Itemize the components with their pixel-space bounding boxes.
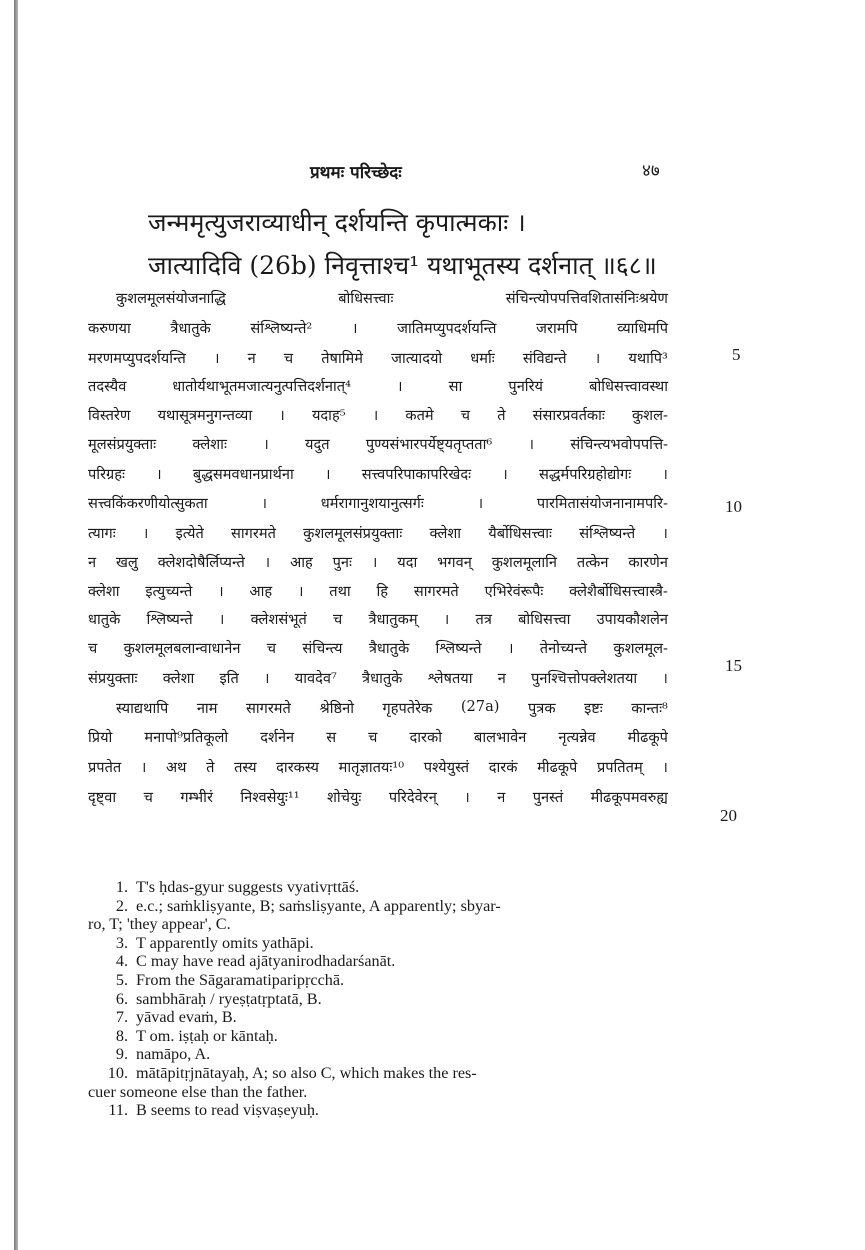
prose-word: न (247, 350, 256, 367)
prose-word: परिदेवेरन् (388, 789, 437, 806)
prose-word: क्लेशा (429, 525, 462, 542)
footnote-text: C may have read ajātyanirodhadarśanāt. (136, 952, 396, 971)
footnote-number: 4. (115, 952, 128, 971)
page-spine-edge (14, 0, 18, 1250)
prose-word: कुशलमूलानि (491, 554, 558, 571)
prose-word: । (218, 583, 224, 600)
prose-word: जात्यादयो (391, 350, 443, 367)
prose-word: धातोर्यथाभूतमजात्यनुत्पत्तिदर्शनात्⁴ (172, 378, 351, 395)
prose-word: ते (497, 407, 506, 424)
prose-word: च (143, 789, 153, 806)
prose-word: त्रैधातुके (368, 640, 410, 657)
prose-word: जातिमप्युपदर्शयन्ति (397, 320, 497, 337)
prose-word: तेनोच्यन्ते (539, 640, 588, 657)
footnote-number: 3. (115, 933, 128, 952)
prose-word: प्रपतितम् (596, 759, 643, 776)
line-number-10: 10 (725, 497, 742, 516)
verse-line-2: जात्यादिवि (26b) निवृत्ताश्च¹ यथाभूतस्य दर्शनात् ॥६८॥ (148, 251, 657, 280)
prose-word: च (368, 729, 378, 746)
footnote (88, 1008, 668, 1027)
prose-line (88, 434, 668, 454)
line-number-15: 15 (725, 656, 742, 675)
prose-word: । (324, 466, 331, 483)
verse-line-1: जन्ममृत्युजराव्याधीन् दर्शयन्ति कृपात्मकाः । (148, 208, 526, 237)
prose-word: कुशलमूल- (613, 640, 668, 657)
prose-word: मीढकूपे (537, 759, 578, 776)
prose-word: तदस्यैव (88, 378, 127, 395)
prose-word: व्याधिमपि (617, 320, 668, 337)
prose-line (88, 668, 668, 688)
prose-word: प्रपतेत (88, 759, 122, 776)
footnote (88, 971, 668, 990)
prose-word: कुशलमूलबलान्वाधानेन (123, 640, 241, 657)
prose-word: । (507, 640, 514, 657)
prose-word: कुशलमूलसंयोजनाद्धि (116, 290, 226, 307)
footnote (88, 952, 668, 971)
prose-line (88, 638, 668, 658)
prose-word: । (662, 670, 668, 687)
prose-word: । (140, 759, 147, 776)
prose-word: पुत्रक (528, 700, 556, 717)
prose-word: धातुके (88, 611, 121, 628)
prose-word: संचिन्त्योपपत्तिवशितासंनिःश्रयेण (505, 290, 668, 307)
prose-word: । (662, 466, 668, 483)
footnote (88, 1083, 668, 1102)
prose-line (88, 757, 668, 777)
prose-word: सत्त्वपरिपाकापरिखेदः (361, 466, 472, 483)
prose-word: बालभावेन (474, 729, 527, 746)
prose-word: च (88, 640, 98, 657)
prose-word: । (464, 789, 470, 806)
footnote (88, 915, 668, 934)
prose-word: संविद्यन्ते (522, 350, 567, 367)
prose-word: । (218, 611, 225, 628)
footnote-text: T's ḥdas-gyur suggests vyativṛttāś. (136, 878, 360, 896)
prose-word: जरामपि (536, 320, 578, 337)
footnote-text: mātāpitṛjnātayaḥ, A; so also C, which makes the res- (136, 1063, 477, 1082)
prose-word: संश्लिष्यन्ते² (250, 320, 313, 337)
prose-word: सा (448, 378, 463, 395)
prose-line (88, 376, 668, 396)
prose-word: इति (219, 670, 239, 687)
prose-word: । (264, 554, 271, 571)
prose-word: यदुत (305, 436, 330, 453)
prose-word: पारमितासंयोजनानामपरि- (536, 495, 668, 512)
prose-word: मरणमप्युपदर्शयन्ति (88, 350, 186, 367)
prose-word: सागरमते (231, 525, 276, 542)
prose-word: पुनस्तं (532, 789, 564, 806)
prose-word: क्लेशा (162, 670, 195, 687)
prose-word: बुद्धसमवधानप्रार्थना (192, 466, 294, 483)
prose-line (88, 318, 668, 338)
prose-word: यथासूत्रमनुगन्तव्या (157, 407, 253, 424)
prose-word: । (477, 495, 484, 512)
footnote (88, 878, 668, 897)
prose-line (88, 609, 668, 629)
prose-word: । (261, 495, 268, 512)
footnote-number: 9. (115, 1045, 128, 1064)
prose-word: संचिन्त्यभवोपपत्ति- (570, 436, 668, 453)
prose-word: नाम (196, 700, 218, 717)
prose-word: श्रेष्ठिनो (319, 700, 354, 717)
footnote (88, 1027, 668, 1046)
line-number-5: 5 (732, 345, 741, 364)
prose-word: निश्वसेयुः¹¹ (240, 789, 300, 806)
prose-line (88, 787, 668, 807)
prose-word: । (662, 525, 668, 542)
prose-word: गृहपतेरेक (382, 700, 433, 717)
prose-word: सत्त्वकिंकरणीयोत्सुकता (88, 495, 208, 512)
footnote-text: e.c.; saṁkliṣyante, B; saṁsliṣyante, A apparently; sbyar- (136, 896, 501, 915)
prose-word: कुशलमूलसंप्रयुक्ताः (303, 525, 403, 542)
footnote-number: 6. (115, 989, 128, 1008)
prose-word: क्लेशा (88, 583, 120, 600)
prose-line (88, 464, 668, 484)
prose-word: धर्मरागानुशयानुत्सर्गः (320, 495, 424, 512)
prose-word: त्रैधातुकम् (368, 611, 418, 628)
prose-word: तत्केन (576, 554, 609, 571)
prose-word: यैर्बोधिसत्त्वाः (488, 525, 552, 542)
prose-word: । (142, 525, 149, 542)
prose-word: न (497, 789, 506, 806)
prose-word: करुणया (88, 320, 131, 337)
prose-word: विस्तरेण (88, 407, 131, 424)
prose-word: भगवन् (437, 554, 472, 571)
page-number: ४७ (642, 161, 660, 181)
prose-word: । (397, 378, 403, 395)
footnote-number: 11. (108, 1101, 128, 1120)
prose-word: न (88, 554, 97, 571)
prose-word: । (264, 670, 270, 687)
prose-word: कतमे (405, 407, 434, 424)
prose-word: संप्रयुक्ताः (88, 670, 138, 687)
prose-word: च (333, 611, 343, 628)
prose-line (88, 727, 668, 747)
prose-word: । (279, 407, 285, 424)
prose-word: सद्धर्मपरिग्रहोद्योगः (539, 466, 632, 483)
prose-word: गम्भीरं (180, 789, 213, 806)
prose-word: आह (290, 554, 313, 571)
prose-word: । (213, 350, 220, 367)
prose-word: । (351, 320, 358, 337)
footnote-number: 7. (115, 1008, 128, 1027)
prose-word: च (283, 350, 294, 367)
prose-line (88, 552, 668, 572)
prose-word: सागरमते (413, 583, 459, 600)
prose-word: त्रैधातुके (362, 670, 403, 687)
prose-word: बोधिसत्त्वा (518, 611, 571, 628)
prose-word: संश्लिष्यन्ते (579, 525, 636, 542)
prose-word: संसारप्रवर्तकाः (532, 407, 605, 424)
prose-word: तत्र (475, 611, 492, 628)
prose-word: पुण्यसंभारपर्येष्ट्यतृप्तता⁶ (365, 436, 493, 453)
prose-word: यथापि³ (628, 350, 668, 367)
prose-word: । (502, 466, 508, 483)
prose-word: इष्टः (584, 700, 603, 717)
prose-word: स्याद्यथापि (116, 700, 169, 717)
prose-word: स (326, 729, 337, 746)
prose-word: मीढकूपमवरुह्य (590, 789, 668, 806)
prose-word: । (443, 611, 450, 628)
prose-word: दारको (409, 729, 442, 746)
prose-word: मातृज्ञातयः¹⁰ (338, 759, 405, 776)
footnote-number: 1. (115, 878, 128, 896)
prose-word: च (266, 640, 277, 657)
prose-word: तस्य (234, 759, 257, 776)
prose-word: । (372, 407, 379, 424)
prose-word: च (460, 407, 471, 424)
prose-word: खलु (115, 554, 138, 571)
footnote (88, 990, 668, 1009)
prose-word: बोधिसत्त्वाः (338, 290, 394, 307)
footnote-text: From the Sāgaramatiparipṛcchā. (136, 970, 345, 989)
footnote-text: B seems to read viṣvaṣeyuḥ. (136, 1101, 319, 1120)
footnote-number: 2. (115, 896, 128, 915)
prose-word: यदाह⁵ (311, 407, 346, 424)
footnote (88, 1101, 668, 1120)
prose-word: संचिन्त्य (302, 640, 343, 657)
prose-word: मीढकूपे (627, 729, 668, 746)
prose-word: पुनः (332, 554, 352, 571)
prose-word: यावदेव⁷ (294, 670, 337, 687)
prose-word: त्रैधातुके (170, 320, 211, 337)
prose-word: क्लेशाः (192, 436, 227, 453)
footnote-number: 8. (115, 1026, 128, 1045)
prose-word: तथा (329, 583, 351, 600)
prose-word: । (662, 759, 668, 776)
footnote-number: 5. (115, 970, 128, 989)
prose-word: दारकं (488, 759, 518, 776)
prose-word: प्रियो (88, 729, 113, 746)
running-head: प्रथमः परिच्छेदः (310, 163, 402, 183)
prose-word: पुनरियं (508, 378, 544, 395)
prose-word: मनापो⁹प्रतिकूलो (144, 729, 229, 746)
prose-word: परिग्रहः (88, 466, 125, 483)
line-number-20: 20 (720, 806, 737, 825)
prose-word: उपायकौशलेन (596, 611, 668, 628)
footnote-text: ro, T; 'they appear', C. (88, 915, 231, 934)
prose-word: एभिरेवंरूपैः (484, 583, 544, 600)
prose-word: धर्माः (470, 350, 495, 367)
prose-word: क्लेशसंभूतं (250, 611, 307, 628)
prose-word: दर्शनेन (260, 729, 295, 746)
prose-word: त्यागः (88, 525, 116, 542)
prose-word: । (528, 436, 535, 453)
prose-word: । (371, 554, 378, 571)
footnote (88, 934, 668, 953)
prose-word: आह (249, 583, 273, 600)
prose-word: अथ (166, 759, 187, 776)
footnote (88, 1045, 668, 1064)
prose-word: शोचेयुः (327, 789, 362, 806)
prose-line (88, 493, 668, 513)
prose-word: श्लिष्यन्ते (435, 640, 482, 657)
prose-line (88, 405, 668, 425)
footnote-text: T apparently omits yathāpi. (136, 933, 314, 952)
prose-word: यदा (397, 554, 418, 571)
prose-word: । (263, 436, 269, 453)
prose-word: हि (376, 583, 389, 600)
footnote (88, 897, 668, 916)
footnote-text: T om. iṣṭaḥ or kāntaḥ. (136, 1026, 278, 1045)
prose-word: कारणेन (628, 554, 668, 571)
prose-word: श्लेषतया (427, 670, 473, 687)
prose-word: (27a) (460, 698, 500, 715)
footnote-text: namāpo, A. (136, 1045, 211, 1064)
prose-word: ते (206, 759, 215, 776)
prose-word: तेषामिमे (321, 350, 363, 367)
prose-word: पश्येयुस्तं (423, 759, 470, 776)
footnote (88, 1064, 668, 1083)
footnote-number: 10. (107, 1063, 128, 1082)
prose-word: श्लिष्यन्ते (146, 611, 193, 628)
prose-word: सागरमते (245, 700, 291, 717)
prose-word: । (594, 350, 601, 367)
prose-word: । (156, 466, 162, 483)
prose-word: क्लेशदोषैर्लिप्यन्ते (157, 554, 245, 571)
prose-word: नृत्यन्नेव (558, 729, 596, 746)
prose-word: न (497, 670, 506, 687)
prose-word: दारकस्य (276, 759, 320, 776)
prose-word: इत्येते (175, 525, 204, 542)
prose-word: कान्तः⁸ (631, 700, 668, 717)
prose-line (116, 698, 668, 718)
footnote-text: sambhāraḥ / ryeṣṭatṛptatā, B. (136, 989, 322, 1008)
prose-word: मूलसंप्रयुक्ताः (88, 436, 157, 453)
prose-word: कुशल- (631, 407, 668, 424)
prose-word: बोधिसत्त्वावस्था (589, 378, 668, 395)
prose-line (88, 581, 668, 601)
prose-word: । (297, 583, 304, 600)
prose-line (116, 288, 668, 308)
footnote-text: yāvad evaṁ, B. (136, 1008, 237, 1027)
prose-word: क्लेशैर्बोधिसत्त्वास्त्रै- (569, 583, 668, 600)
footnotes (88, 878, 668, 1120)
prose-line (88, 523, 668, 543)
prose-line (88, 348, 668, 368)
prose-word: पुनश्चित्तोपक्लेशतया (531, 670, 638, 687)
prose-word: इत्युच्यन्ते (145, 583, 193, 600)
prose-word: दृष्ट्वा (88, 789, 117, 806)
footnote-text: cuer someone else than the father. (88, 1082, 308, 1101)
